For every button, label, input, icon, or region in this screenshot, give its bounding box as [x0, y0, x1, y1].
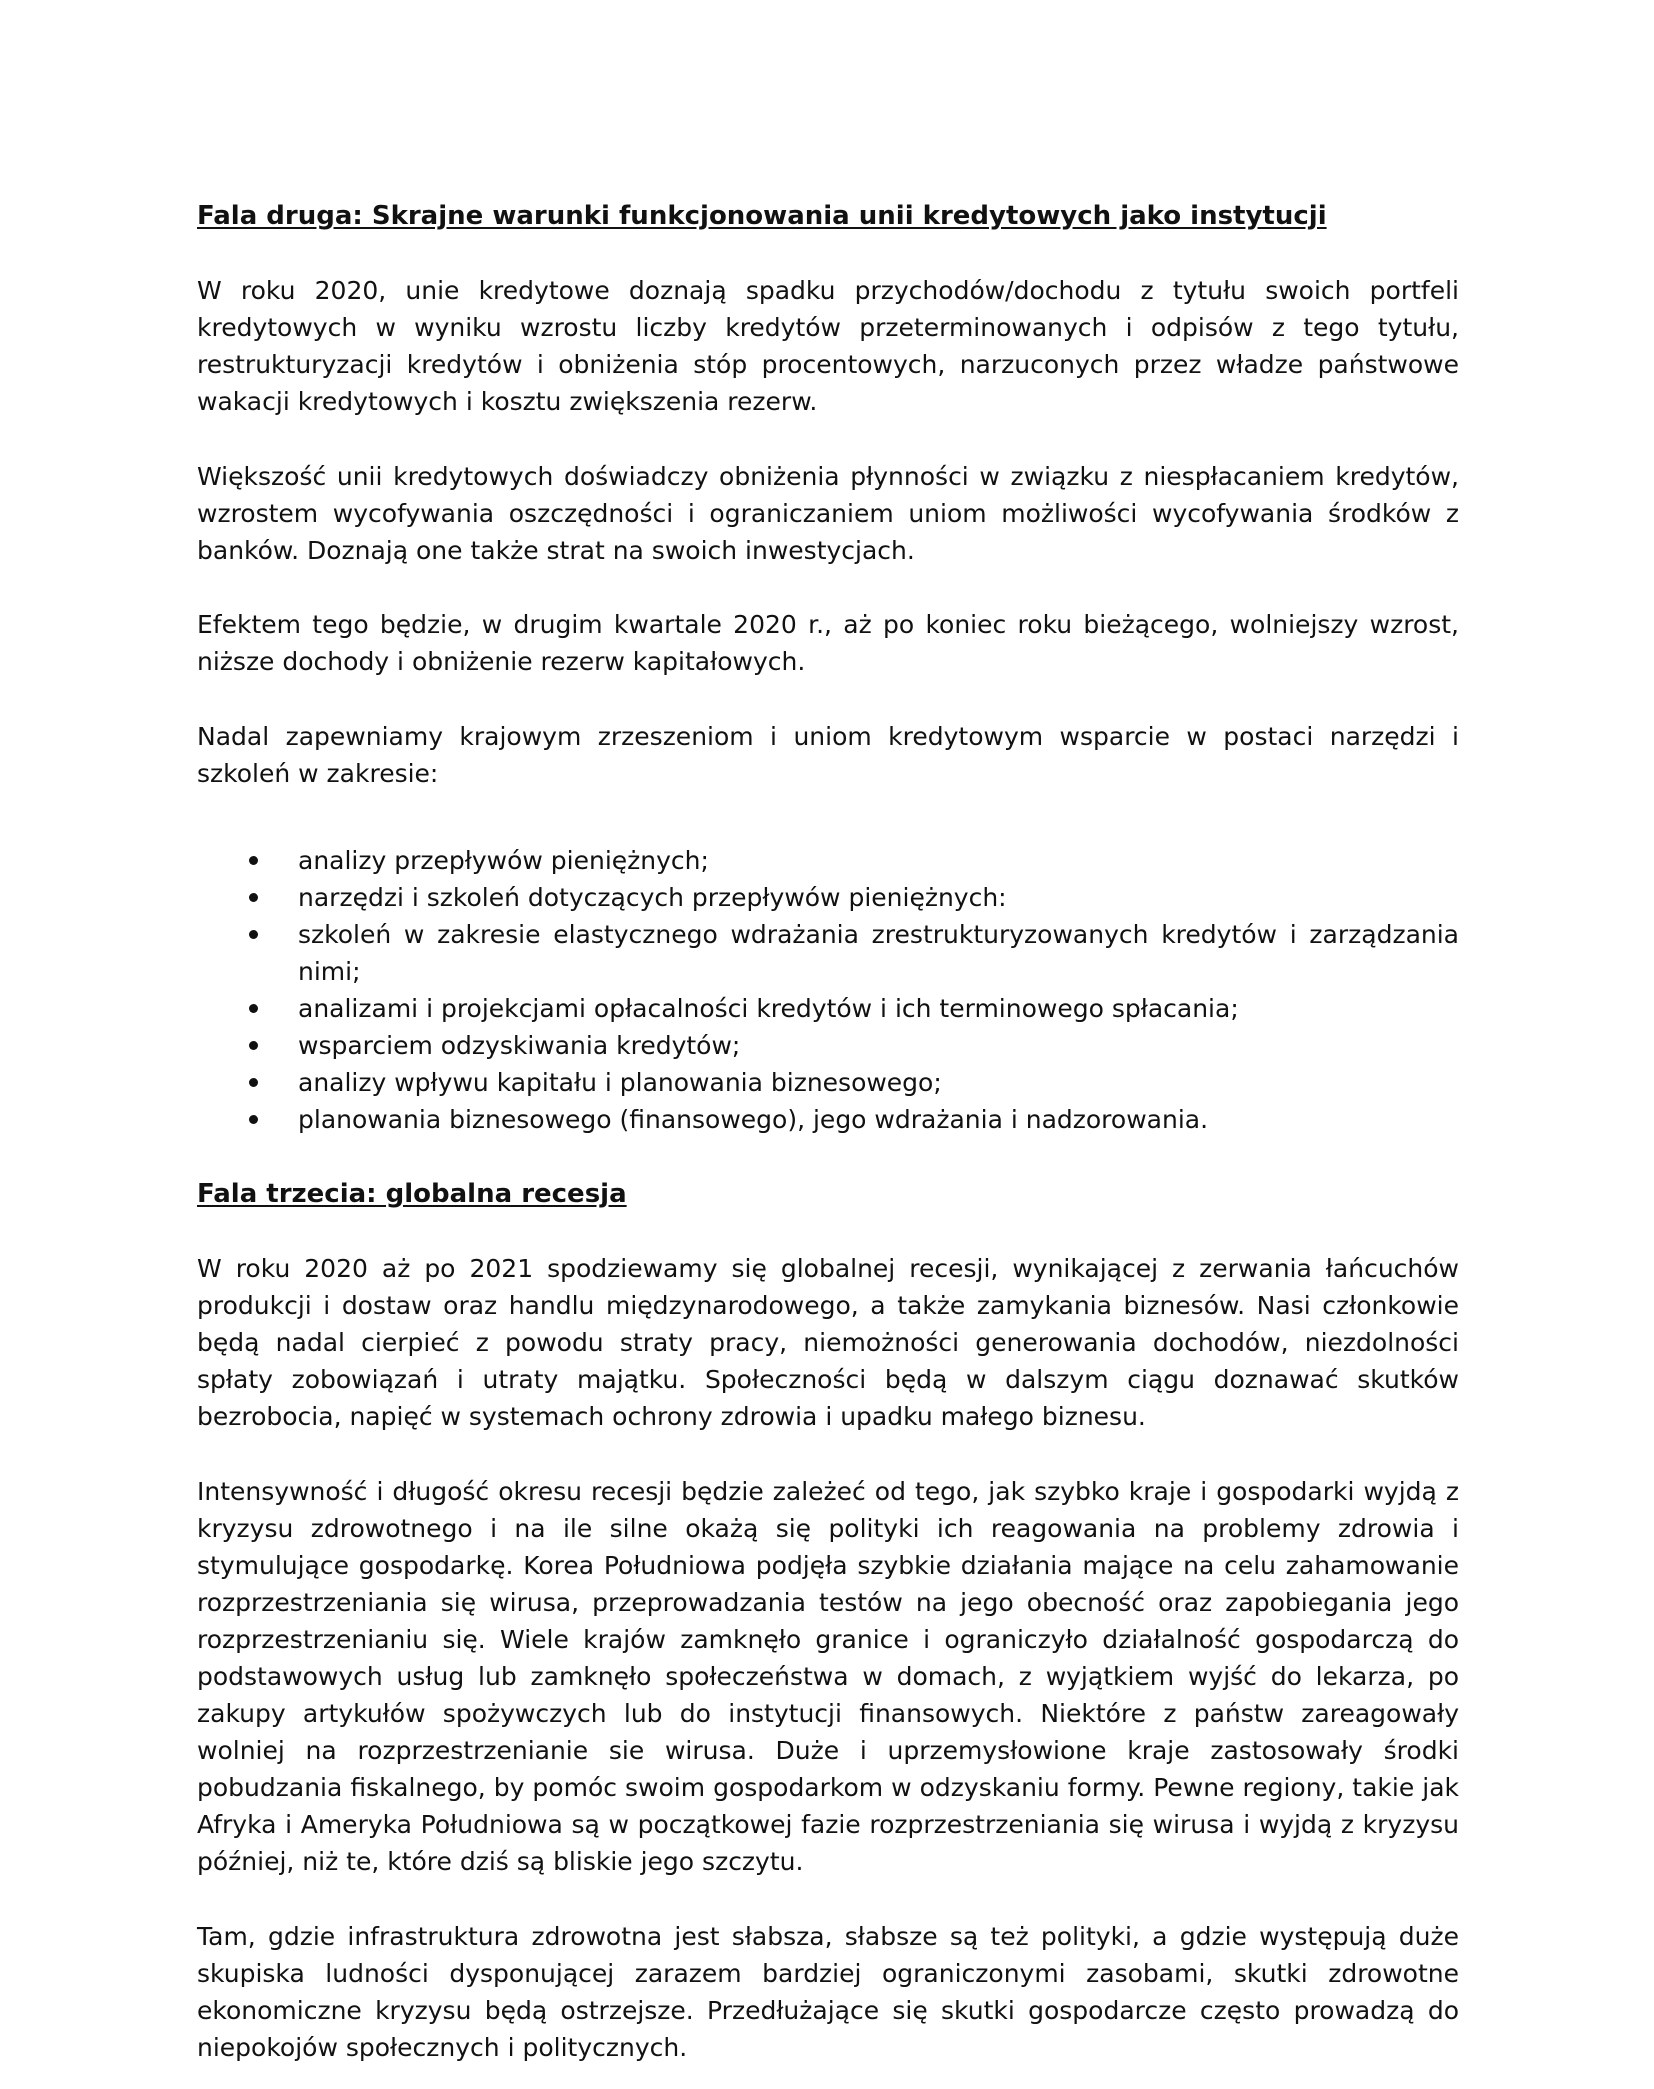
bullet-icon — [249, 856, 258, 865]
list-item: narzędzi i szkoleń dotyczących przepływów pieniężnych: — [197, 879, 1459, 916]
paragraph: Większość unii kredytowych doświadczy obniżenia płynności w związku z niespłacaniem kredytów, wzrostem wycofywania oszczędności i ograniczaniem uniom możliwości wycofywania środków z banków. Doznają one także strat na swoich inwestycjach. — [197, 462, 1459, 565]
paragraph: Intensywność i długość okresu recesji będzie zależeć od tego, jak szybko kraje i gospodarki wyjdą z kryzysu zdrowotnego i na ile silne okażą się polityki ich reagowania na problemy zdrowia i stymulujące gospodarkę. Korea Południowa podjęła szybkie działania mające na celu zahamowanie rozprzestrzeniania się wirusa, przeprowadzania testów na jego obecność oraz zapobiegania jego rozprzestrzenianiu się. Wiele krajów zamknęło granice i ograniczyło działalność gospodarczą do podstawowych usług lub zamknęło społeczeństwa w domach, z wyjątkiem wyjść do lekarza, po zakupy artykułów spożywczych lub do instytucji finansowych. Niektóre z państw zareagowały wolniej na rozprzestrzenianie sie wirusa. Duże i uprzemysłowione kraje zastosowały środki pobudzania fiskalnego, by pomóc swoim gospodarkom w odzyskaniu formy. Pewne regiony, takie jak Afryka i Ameryka Południowa są w początkowej fazie rozprzestrzeniania się wirusa i wyjdą z kryzysu później, niż te, które dziś są bliskie jego szczytu. — [197, 1477, 1459, 1876]
bullet-icon — [249, 1004, 258, 1013]
list-item: analizy wpływu kapitału i planowania biznesowego; — [197, 1064, 1459, 1101]
bullet-icon — [249, 930, 258, 939]
bullet-list — [197, 842, 1459, 1138]
list-item: analizami i projekcjami opłacalności kredytów i ich terminowego spłacania; — [197, 990, 1459, 1027]
paragraph: Nadal zapewniamy krajowym zrzeszeniom i uniom kredytowym wsparcie w postaci narzędzi i szkoleń w zakresie: — [197, 722, 1459, 788]
bullet-icon — [249, 893, 258, 902]
bullet-icon — [249, 1078, 258, 1087]
section-heading-fala-trzecia: Fala trzecia: globalna recesja — [197, 1179, 627, 1209]
list-item: wsparciem odzyskiwania kredytów; — [197, 1027, 1459, 1064]
section-heading-fala-druga: Fala druga: Skrajne warunki funkcjonowania unii kredytowych jako instytucji — [197, 201, 1327, 231]
paragraph: Efektem tego będzie, w drugim kwartale 2020 r., aż po koniec roku bieżącego, wolniejszy wzrost, niższe dochody i obniżenie rezerw kapitałowych. — [197, 610, 1459, 676]
paragraph: W roku 2020 aż po 2021 spodziewamy się globalnej recesji, wynikającej z zerwania łańcuchów produkcji i dostaw oraz handlu międzynarodowego, a także zamykania biznesów. Nasi członkowie będą nadal cierpieć z powodu straty pracy, niemożności generowania dochodów, niezdolności spłaty zobowiązań i utraty majątku. Społeczności będą w dalszym ciągu doznawać skutków bezrobocia, napięć w systemach ochrony zdrowia i upadku małego biznesu. — [197, 1254, 1459, 1431]
bullet-icon — [249, 1115, 258, 1124]
list-item: analizy przepływów pieniężnych; — [197, 842, 1459, 879]
paragraph: W roku 2020, unie kredytowe doznają spadku przychodów/dochodu z tytułu swoich portfeli kredytowych w wyniku wzrostu liczby kredytów przeterminowanych i odpisów z tego tytułu, restrukturyzacji kredytów i obniżenia stóp procentowych, narzuconych przez władze państwowe wakacji kredytowych i kosztu zwiększenia rezerw. — [197, 276, 1459, 416]
bullet-icon — [249, 1041, 258, 1050]
list-item: planowania biznesowego (finansowego), jego wdrażania i nadzorowania. — [197, 1101, 1459, 1138]
list-item: szkoleń w zakresie elastycznego wdrażania zrestrukturyzowanych kredytów i zarządzania nimi; — [197, 916, 1459, 990]
paragraph: Tam, gdzie infrastruktura zdrowotna jest słabsza, słabsze są też polityki, a gdzie występują duże skupiska ludności dysponującej zarazem bardziej ograniczonymi zasobami, skutki zdrowotne ekonomiczne kryzysu będą ostrzejsze. Przedłużające się skutki gospodarcze często prowadzą do niepokojów społecznych i politycznych. — [197, 1922, 1459, 2062]
